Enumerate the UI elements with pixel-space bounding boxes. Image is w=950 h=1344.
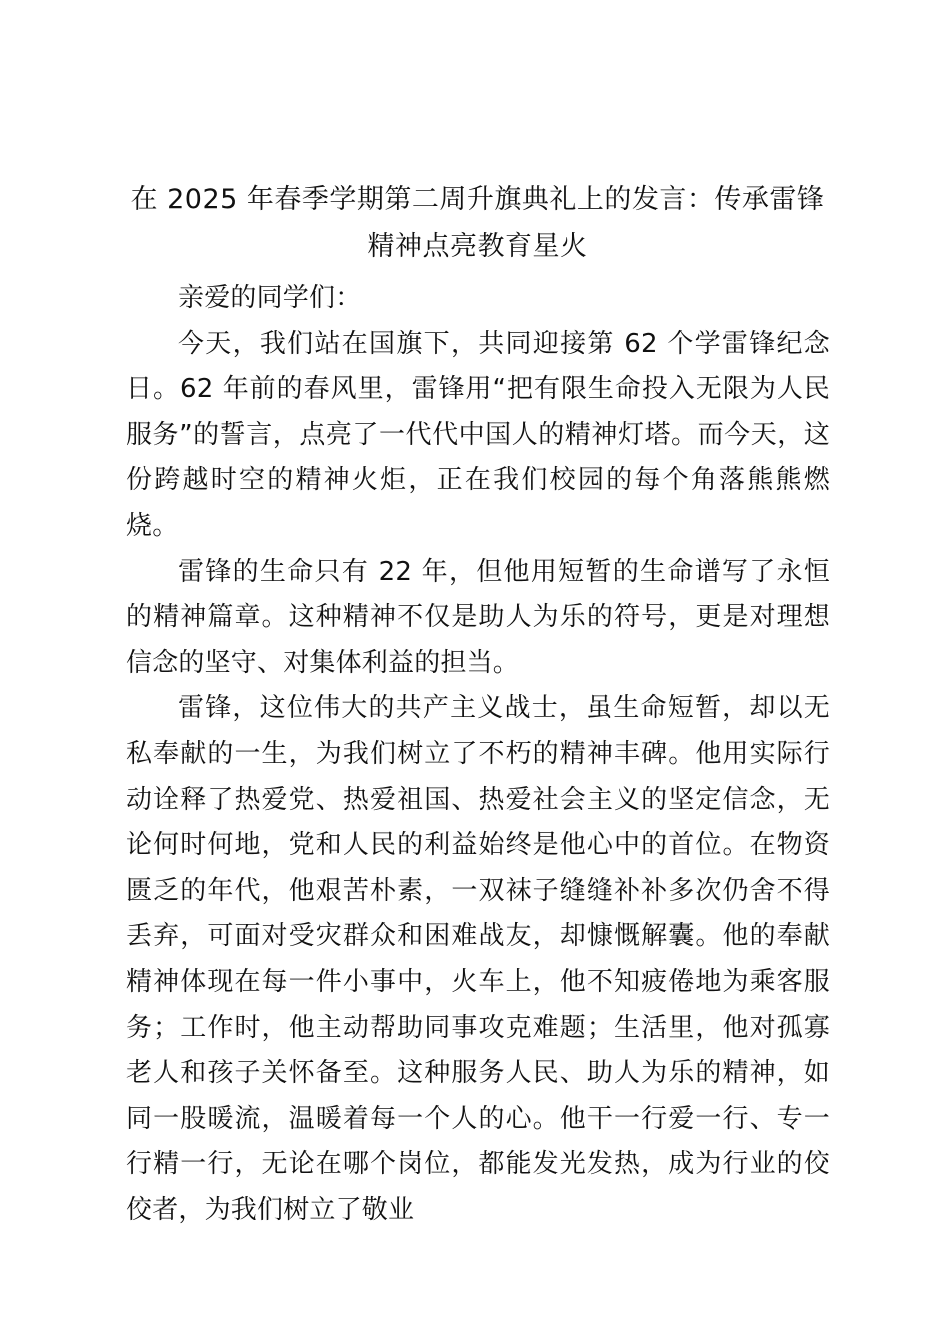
paragraph-2: 雷锋的生命只有 22 年，但他用短暂的生命谱写了永恒的精神篇章。这种精神不仅是助人为乐的符号，更是对理想信念的坚守、对集体利益的担当。 <box>126 556 830 678</box>
document-title: 在 2025 年春季学期第二周升旗典礼上的发言：传承雷锋精神点亮教育星火 <box>130 184 825 262</box>
paragraph-1: 今天，我们站在国旗下，共同迎接第 62 个学雷锋纪念日。62 年前的春风里，雷锋用“把有限生命投入无限为人民服务”的誓言，点亮了一代代中国人的精神灯塔。而今天，这份跨越时空的精神火炬，正在我们校园的每个角落熊熊燃烧。 <box>126 328 830 541</box>
paragraph-3: 雷锋，这位伟大的共产主义战士，虽生命短暂，却以无私奉献的一生，为我们树立了不朽的精神丰碑。他用实际行动诠释了热爱党、热爱祖国、热爱社会主义的坚定信念，无论何时何地，党和人民的利益始终是他心中的首位。在物资匮乏的年代，他艰苦朴素，一双袜子缝缝补补多次仍舍不得丢弃，可面对受灾群众和困难战友，却慷慨解囊。他的奉献精神体现在每一件小事中，火车上，他不知疲倦地为乘客服务；工作时，他主动帮助同事攻克难题；生活里，他对孤寡老人和孩子关怀备至。这种服务人民、助人为乐的精神，如同一股暖流，温暖着每一个人的心。他干一行爱一行、专一行精一行，无论在哪个岗位，都能发光发热，成为行业的佼佼者，为我们树立了敬业 <box>126 693 830 1225</box>
greeting: 亲爱的同学们： <box>178 283 362 313</box>
document-body <box>126 276 830 1233</box>
